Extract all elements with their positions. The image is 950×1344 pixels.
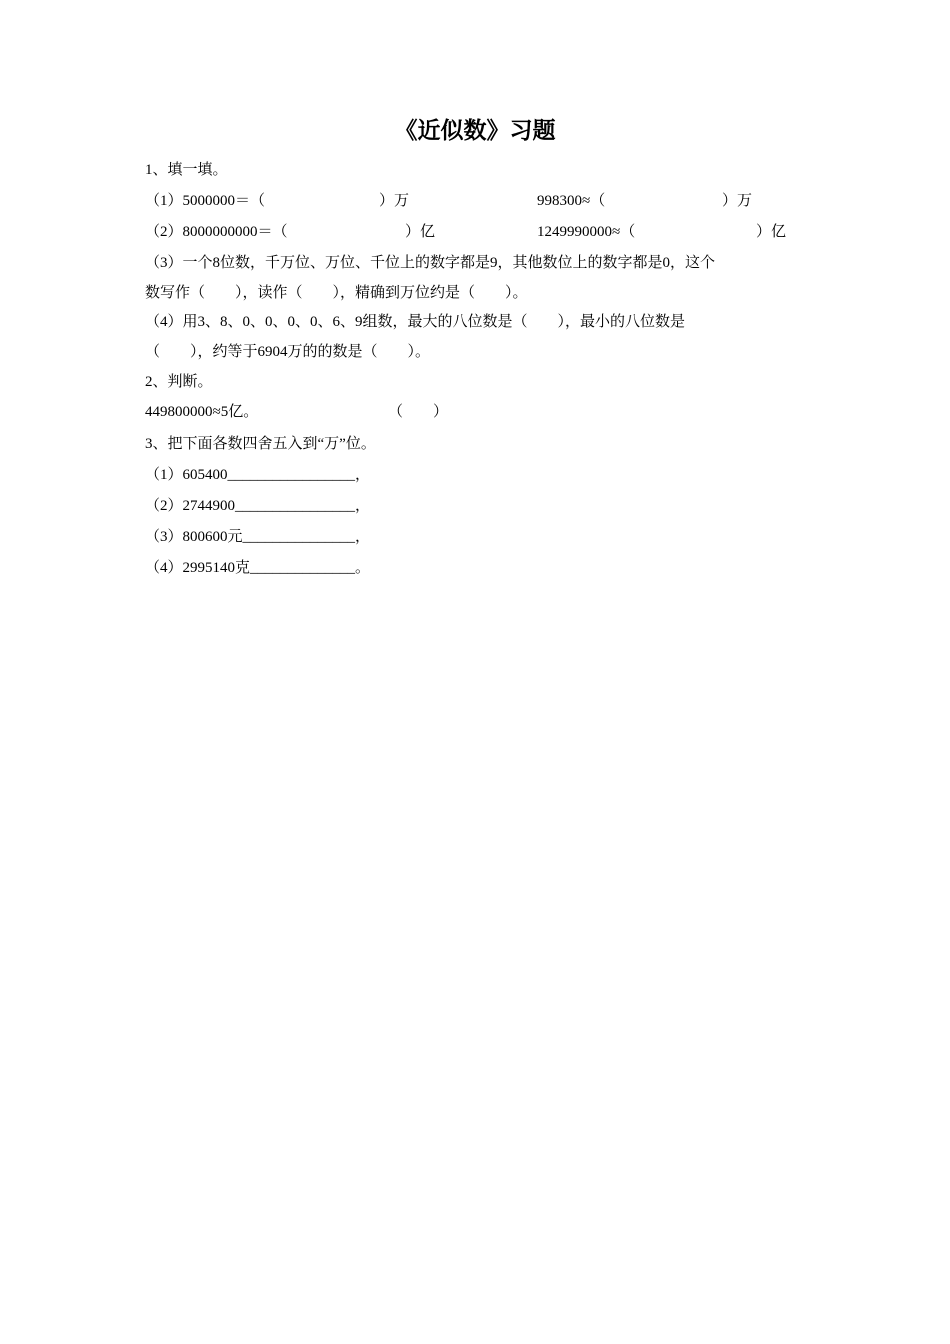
rounding-item-4: （4）2995140克______________。 (145, 560, 371, 576)
rounding-item-3: （3）800600元_______________， (145, 529, 371, 545)
q1-a-prefix: （1）5000000＝（ (145, 193, 266, 209)
q2-a-suffix: ）亿 (405, 224, 436, 240)
q1-b-prefix: 998300≈（ (537, 193, 606, 209)
q1-b-suffix: ）万 (722, 193, 753, 209)
q1-a-suffix: ）万 (379, 193, 410, 209)
q2-b-prefix: 1249990000≈（ (537, 224, 636, 240)
rounding-item-1: （1）605400_________________， (145, 467, 371, 483)
question-1-4-line2: （ ），约等于6904万的的数是（ ）。 (145, 344, 431, 360)
q2-a-prefix: （2）8000000000＝（ (145, 224, 288, 240)
section3-heading: 3、把下面各数四舍五入到“万”位。 (145, 436, 376, 452)
question-1-3-line1: （3）一个8位数，千万位、万位、千位上的数字都是9，其他数位上的数字都是0，这个 (145, 255, 716, 271)
section2-heading: 2、判断。 (145, 374, 213, 390)
rounding-item-2: （2）2744900________________， (145, 498, 371, 514)
section1-heading: 1、填一填。 (145, 162, 228, 178)
judgment-blank: （ ） (388, 404, 449, 420)
question-1-4-line1: （4）用3、8、0、0、0、0、6、9组数，最大的八位数是（ ），最小的八位数是 (145, 314, 686, 330)
q2-b-suffix: ）亿 (756, 224, 787, 240)
worksheet-title: 《近似数》习题 (394, 118, 556, 143)
question-1-2 (145, 222, 805, 242)
question-1-3-line2: 数写作（ ），读作（ ），精确到万位约是（ ）。 (145, 285, 528, 301)
question-1-1 (145, 191, 795, 211)
judgment-statement: 449800000≈5亿。 (145, 404, 259, 420)
judgment-item (145, 402, 465, 422)
